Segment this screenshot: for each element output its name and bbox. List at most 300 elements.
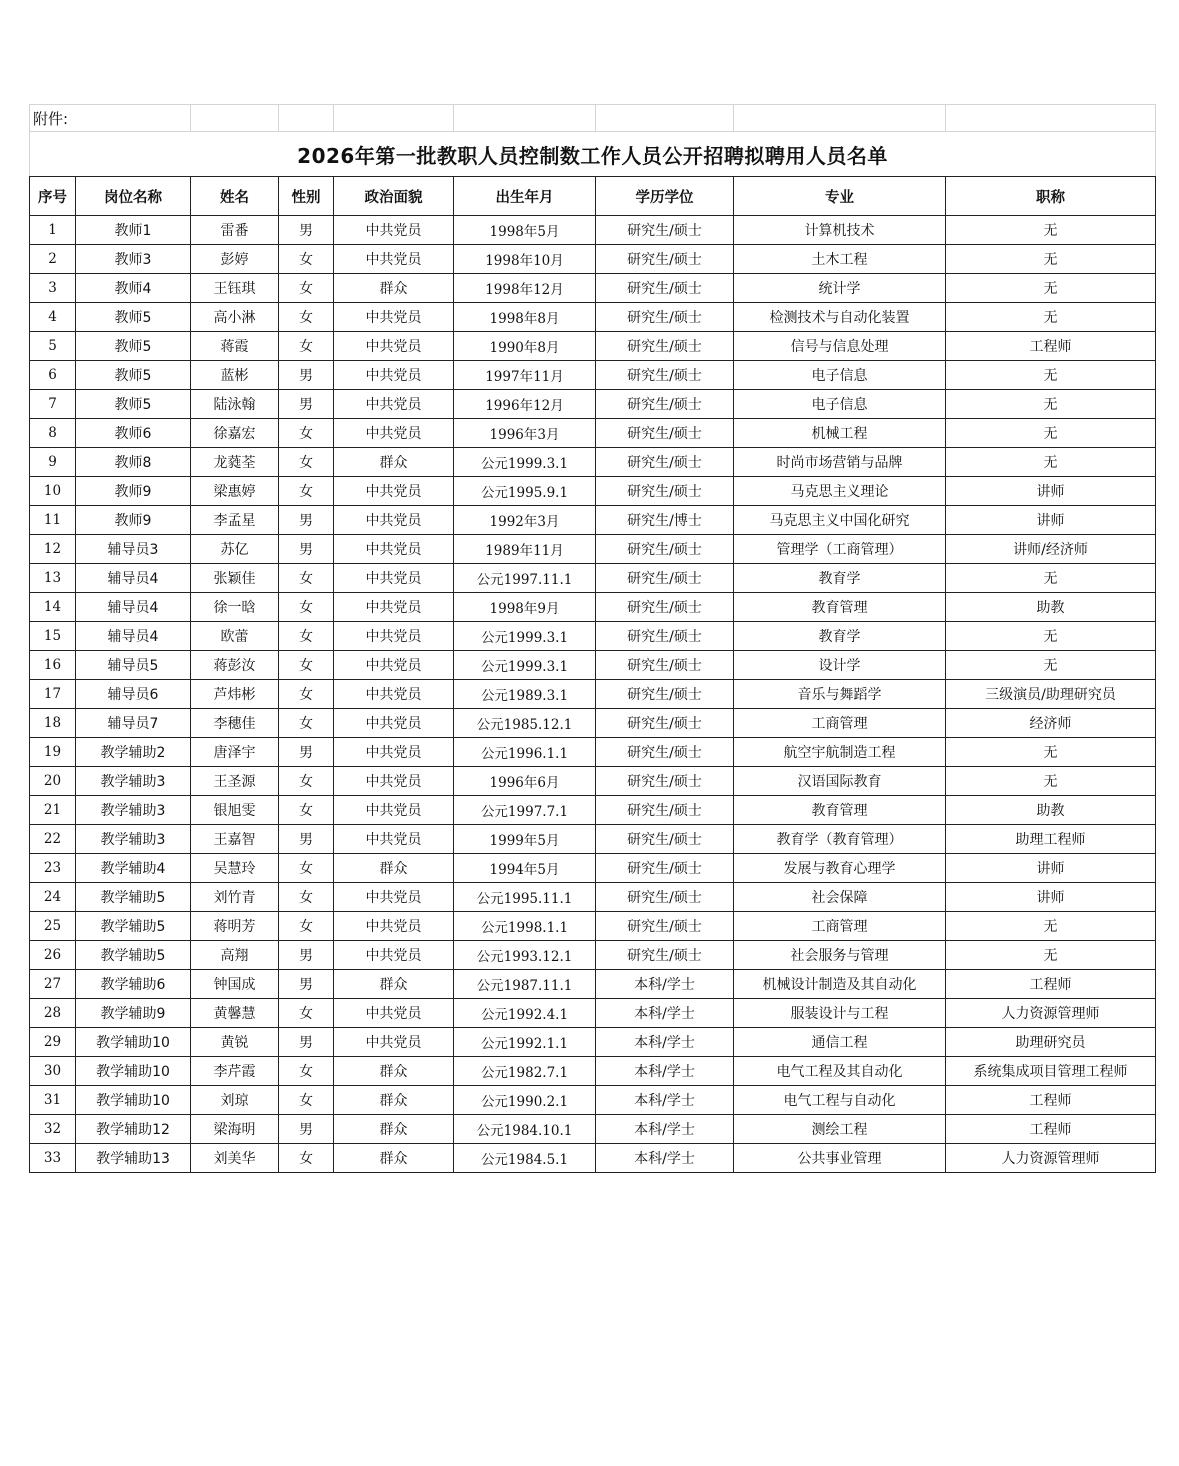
cell-major: 汉语国际教育 xyxy=(734,767,946,796)
cell-title: 无 xyxy=(946,216,1156,245)
cell-gender: 男 xyxy=(279,361,334,390)
annex-row xyxy=(30,105,1156,132)
cell-position: 辅导员3 xyxy=(76,535,191,564)
cell-name: 梁惠婷 xyxy=(191,477,279,506)
cell-title: 经济师 xyxy=(946,709,1156,738)
cell-education: 本科/学士 xyxy=(596,1057,734,1086)
cell-position: 教学辅助12 xyxy=(76,1115,191,1144)
cell-birth-date: 1998年12月 xyxy=(454,274,596,303)
table-row xyxy=(30,622,1156,651)
table-row xyxy=(30,854,1156,883)
cell-index: 1 xyxy=(30,216,76,245)
cell-major: 时尚市场营销与品牌 xyxy=(734,448,946,477)
cell-title: 无 xyxy=(946,274,1156,303)
cell-birth-date: 1992年3月 xyxy=(454,506,596,535)
cell-name: 梁海明 xyxy=(191,1115,279,1144)
cell-birth-date: 公元1985.12.1 xyxy=(454,709,596,738)
cell-gender: 男 xyxy=(279,941,334,970)
annex-label: 附件: xyxy=(30,105,191,132)
cell-gender: 男 xyxy=(279,1028,334,1057)
cell-name: 李穗佳 xyxy=(191,709,279,738)
col-header-position: 岗位名称 xyxy=(76,177,191,216)
cell-index: 9 xyxy=(30,448,76,477)
cell-birth-date: 公元1992.1.1 xyxy=(454,1028,596,1057)
cell-gender: 女 xyxy=(279,854,334,883)
cell-education: 研究生/硕士 xyxy=(596,651,734,680)
cell-birth-date: 公元1999.3.1 xyxy=(454,622,596,651)
cell-major: 音乐与舞蹈学 xyxy=(734,680,946,709)
cell-title: 三级演员/助理研究员 xyxy=(946,680,1156,709)
cell-index: 3 xyxy=(30,274,76,303)
cell-index: 24 xyxy=(30,883,76,912)
cell-birth-date: 1998年10月 xyxy=(454,245,596,274)
cell-birth-date: 1998年9月 xyxy=(454,593,596,622)
cell-gender: 女 xyxy=(279,1086,334,1115)
cell-index: 25 xyxy=(30,912,76,941)
cell-political-status: 中共党员 xyxy=(334,796,454,825)
cell-name: 钟国成 xyxy=(191,970,279,999)
table-row xyxy=(30,593,1156,622)
cell-index: 4 xyxy=(30,303,76,332)
cell-title: 助教 xyxy=(946,593,1156,622)
cell-birth-date: 1998年5月 xyxy=(454,216,596,245)
table-row xyxy=(30,361,1156,390)
cell-birth-date: 公元1999.3.1 xyxy=(454,448,596,477)
cell-index: 30 xyxy=(30,1057,76,1086)
cell-gender: 女 xyxy=(279,274,334,303)
cell-major: 发展与教育心理学 xyxy=(734,854,946,883)
table-row xyxy=(30,1086,1156,1115)
cell-title: 无 xyxy=(946,390,1156,419)
cell-gender: 男 xyxy=(279,390,334,419)
col-header-political-status: 政治面貌 xyxy=(334,177,454,216)
cell-position: 教师9 xyxy=(76,506,191,535)
cell-name: 蓝彬 xyxy=(191,361,279,390)
header-row xyxy=(30,177,1156,216)
cell-position: 教学辅助5 xyxy=(76,883,191,912)
cell-title: 无 xyxy=(946,245,1156,274)
cell-major: 检测技术与自动化装置 xyxy=(734,303,946,332)
cell-position: 教学辅助10 xyxy=(76,1028,191,1057)
cell-index: 26 xyxy=(30,941,76,970)
cell-name: 高翔 xyxy=(191,941,279,970)
cell-gender: 女 xyxy=(279,448,334,477)
cell-name: 黄锐 xyxy=(191,1028,279,1057)
col-header-major: 专业 xyxy=(734,177,946,216)
cell-major: 电子信息 xyxy=(734,361,946,390)
cell-name: 苏亿 xyxy=(191,535,279,564)
cell-birth-date: 公元1996.1.1 xyxy=(454,738,596,767)
cell-birth-date: 公元1997.7.1 xyxy=(454,796,596,825)
cell-index: 21 xyxy=(30,796,76,825)
cell-name: 徐一晗 xyxy=(191,593,279,622)
cell-index: 27 xyxy=(30,970,76,999)
cell-major: 机械工程 xyxy=(734,419,946,448)
cell-name: 王钰琪 xyxy=(191,274,279,303)
cell-index: 29 xyxy=(30,1028,76,1057)
cell-position: 教学辅助5 xyxy=(76,912,191,941)
cell-major: 教育学 xyxy=(734,622,946,651)
cell-gender: 女 xyxy=(279,332,334,361)
cell-major: 工商管理 xyxy=(734,709,946,738)
cell-gender: 女 xyxy=(279,999,334,1028)
cell-index: 23 xyxy=(30,854,76,883)
cell-major: 电气工程及其自动化 xyxy=(734,1057,946,1086)
cell-index: 16 xyxy=(30,651,76,680)
col-header-birth-date: 出生年月 xyxy=(454,177,596,216)
cell-birth-date: 公元1995.11.1 xyxy=(454,883,596,912)
cell-education: 本科/学士 xyxy=(596,1115,734,1144)
cell-title: 无 xyxy=(946,622,1156,651)
cell-index: 20 xyxy=(30,767,76,796)
cell-birth-date: 1996年12月 xyxy=(454,390,596,419)
cell-political-status: 中共党员 xyxy=(334,477,454,506)
cell-title: 工程师 xyxy=(946,332,1156,361)
cell-birth-date: 公元1992.4.1 xyxy=(454,999,596,1028)
cell-major: 电子信息 xyxy=(734,390,946,419)
cell-gender: 女 xyxy=(279,1144,334,1173)
cell-gender: 女 xyxy=(279,564,334,593)
cell-index: 32 xyxy=(30,1115,76,1144)
empty-cell xyxy=(596,105,734,132)
cell-position: 教师6 xyxy=(76,419,191,448)
cell-position: 教学辅助10 xyxy=(76,1057,191,1086)
table-row xyxy=(30,216,1156,245)
cell-political-status: 中共党员 xyxy=(334,680,454,709)
cell-position: 教师9 xyxy=(76,477,191,506)
table-row xyxy=(30,767,1156,796)
cell-name: 王圣源 xyxy=(191,767,279,796)
cell-position: 教学辅助9 xyxy=(76,999,191,1028)
cell-title: 无 xyxy=(946,941,1156,970)
cell-gender: 女 xyxy=(279,419,334,448)
cell-birth-date: 1996年6月 xyxy=(454,767,596,796)
cell-name: 银旭雯 xyxy=(191,796,279,825)
cell-major: 教育管理 xyxy=(734,593,946,622)
cell-education: 研究生/硕士 xyxy=(596,941,734,970)
cell-name: 李芹霞 xyxy=(191,1057,279,1086)
cell-political-status: 中共党员 xyxy=(334,651,454,680)
cell-birth-date: 公元1987.11.1 xyxy=(454,970,596,999)
cell-index: 22 xyxy=(30,825,76,854)
cell-political-status: 中共党员 xyxy=(334,390,454,419)
cell-major: 社会保障 xyxy=(734,883,946,912)
cell-index: 12 xyxy=(30,535,76,564)
empty-cell xyxy=(279,105,334,132)
table-body xyxy=(30,105,1156,1173)
cell-index: 14 xyxy=(30,593,76,622)
cell-education: 研究生/硕士 xyxy=(596,535,734,564)
table-row xyxy=(30,680,1156,709)
cell-major: 管理学（工商管理） xyxy=(734,535,946,564)
cell-major: 测绘工程 xyxy=(734,1115,946,1144)
cell-title: 讲师 xyxy=(946,506,1156,535)
cell-position: 教学辅助3 xyxy=(76,796,191,825)
cell-gender: 男 xyxy=(279,970,334,999)
cell-education: 研究生/硕士 xyxy=(596,912,734,941)
col-header-title: 职称 xyxy=(946,177,1156,216)
table-row xyxy=(30,419,1156,448)
cell-birth-date: 公元1984.5.1 xyxy=(454,1144,596,1173)
table-row xyxy=(30,1057,1156,1086)
cell-title: 工程师 xyxy=(946,1086,1156,1115)
cell-education: 研究生/硕士 xyxy=(596,622,734,651)
cell-birth-date: 公元1999.3.1 xyxy=(454,651,596,680)
cell-education: 本科/学士 xyxy=(596,970,734,999)
cell-political-status: 中共党员 xyxy=(334,593,454,622)
col-header-name: 姓名 xyxy=(191,177,279,216)
cell-index: 28 xyxy=(30,999,76,1028)
cell-major: 工商管理 xyxy=(734,912,946,941)
cell-political-status: 中共党员 xyxy=(334,912,454,941)
cell-political-status: 群众 xyxy=(334,970,454,999)
col-header-index: 序号 xyxy=(30,177,76,216)
cell-gender: 女 xyxy=(279,883,334,912)
cell-political-status: 中共党员 xyxy=(334,709,454,738)
cell-education: 研究生/硕士 xyxy=(596,564,734,593)
empty-cell xyxy=(946,105,1156,132)
cell-position: 教学辅助4 xyxy=(76,854,191,883)
cell-birth-date: 公元1982.7.1 xyxy=(454,1057,596,1086)
cell-name: 高小淋 xyxy=(191,303,279,332)
cell-title: 讲师 xyxy=(946,883,1156,912)
table-row xyxy=(30,999,1156,1028)
cell-position: 教学辅助13 xyxy=(76,1144,191,1173)
cell-name: 徐嘉宏 xyxy=(191,419,279,448)
cell-political-status: 中共党员 xyxy=(334,535,454,564)
cell-major: 机械设计制造及其自动化 xyxy=(734,970,946,999)
cell-title: 工程师 xyxy=(946,1115,1156,1144)
empty-cell xyxy=(454,105,596,132)
cell-name: 彭婷 xyxy=(191,245,279,274)
cell-political-status: 中共党员 xyxy=(334,622,454,651)
cell-major: 教育管理 xyxy=(734,796,946,825)
table-row xyxy=(30,825,1156,854)
cell-political-status: 群众 xyxy=(334,1115,454,1144)
cell-education: 研究生/硕士 xyxy=(596,303,734,332)
document-title: 2026年第一批教职人员控制数工作人员公开招聘拟聘用人员名单 xyxy=(30,132,1156,177)
cell-title: 无 xyxy=(946,651,1156,680)
cell-position: 教师8 xyxy=(76,448,191,477)
cell-title: 无 xyxy=(946,303,1156,332)
table-row xyxy=(30,303,1156,332)
cell-education: 研究生/硕士 xyxy=(596,274,734,303)
cell-major: 航空宇航制造工程 xyxy=(734,738,946,767)
cell-birth-date: 公元1984.10.1 xyxy=(454,1115,596,1144)
cell-gender: 女 xyxy=(279,1057,334,1086)
table-row xyxy=(30,506,1156,535)
cell-gender: 女 xyxy=(279,709,334,738)
cell-position: 教学辅助6 xyxy=(76,970,191,999)
cell-education: 研究生/硕士 xyxy=(596,825,734,854)
cell-education: 研究生/硕士 xyxy=(596,477,734,506)
cell-political-status: 群众 xyxy=(334,1057,454,1086)
cell-gender: 女 xyxy=(279,680,334,709)
table-row xyxy=(30,738,1156,767)
cell-index: 31 xyxy=(30,1086,76,1115)
cell-major: 统计学 xyxy=(734,274,946,303)
cell-education: 研究生/硕士 xyxy=(596,854,734,883)
cell-education: 研究生/硕士 xyxy=(596,796,734,825)
cell-gender: 女 xyxy=(279,767,334,796)
cell-position: 辅导员5 xyxy=(76,651,191,680)
cell-birth-date: 公元1990.2.1 xyxy=(454,1086,596,1115)
cell-index: 13 xyxy=(30,564,76,593)
cell-gender: 女 xyxy=(279,912,334,941)
cell-name: 刘美华 xyxy=(191,1144,279,1173)
table-row xyxy=(30,564,1156,593)
cell-political-status: 中共党员 xyxy=(334,738,454,767)
cell-gender: 男 xyxy=(279,1115,334,1144)
cell-political-status: 群众 xyxy=(334,1086,454,1115)
cell-position: 教学辅助5 xyxy=(76,941,191,970)
cell-gender: 男 xyxy=(279,506,334,535)
empty-cell xyxy=(191,105,279,132)
cell-political-status: 中共党员 xyxy=(334,767,454,796)
cell-title: 工程师 xyxy=(946,970,1156,999)
cell-major: 通信工程 xyxy=(734,1028,946,1057)
table-row xyxy=(30,448,1156,477)
cell-major: 马克思主义中国化研究 xyxy=(734,506,946,535)
cell-education: 研究生/硕士 xyxy=(596,419,734,448)
cell-education: 本科/学士 xyxy=(596,1028,734,1057)
cell-name: 刘琼 xyxy=(191,1086,279,1115)
cell-education: 本科/学士 xyxy=(596,999,734,1028)
cell-education: 研究生/硕士 xyxy=(596,767,734,796)
cell-position: 辅导员4 xyxy=(76,564,191,593)
cell-education: 研究生/硕士 xyxy=(596,593,734,622)
cell-title: 助教 xyxy=(946,796,1156,825)
cell-title: 讲师 xyxy=(946,854,1156,883)
cell-name: 蒋霞 xyxy=(191,332,279,361)
cell-name: 刘竹青 xyxy=(191,883,279,912)
cell-education: 研究生/硕士 xyxy=(596,709,734,738)
cell-birth-date: 公元1998.1.1 xyxy=(454,912,596,941)
cell-position: 教师5 xyxy=(76,390,191,419)
cell-index: 33 xyxy=(30,1144,76,1173)
cell-education: 研究生/硕士 xyxy=(596,245,734,274)
cell-index: 10 xyxy=(30,477,76,506)
cell-position: 教师1 xyxy=(76,216,191,245)
cell-name: 吴慧玲 xyxy=(191,854,279,883)
cell-index: 11 xyxy=(30,506,76,535)
cell-birth-date: 公元1995.9.1 xyxy=(454,477,596,506)
cell-gender: 男 xyxy=(279,216,334,245)
cell-position: 辅导员7 xyxy=(76,709,191,738)
cell-major: 服装设计与工程 xyxy=(734,999,946,1028)
cell-birth-date: 公元1993.12.1 xyxy=(454,941,596,970)
cell-name: 唐泽宇 xyxy=(191,738,279,767)
cell-political-status: 中共党员 xyxy=(334,941,454,970)
cell-political-status: 中共党员 xyxy=(334,245,454,274)
cell-title: 助理研究员 xyxy=(946,1028,1156,1057)
cell-position: 辅导员6 xyxy=(76,680,191,709)
cell-major: 教育学 xyxy=(734,564,946,593)
cell-position: 教师3 xyxy=(76,245,191,274)
cell-political-status: 群众 xyxy=(334,448,454,477)
cell-title: 讲师/经济师 xyxy=(946,535,1156,564)
cell-name: 雷番 xyxy=(191,216,279,245)
cell-education: 研究生/硕士 xyxy=(596,448,734,477)
col-header-gender: 性别 xyxy=(279,177,334,216)
cell-name: 芦炜彬 xyxy=(191,680,279,709)
cell-index: 7 xyxy=(30,390,76,419)
cell-position: 辅导员4 xyxy=(76,593,191,622)
table-row xyxy=(30,651,1156,680)
cell-birth-date: 1989年11月 xyxy=(454,535,596,564)
cell-position: 教学辅助2 xyxy=(76,738,191,767)
cell-title: 助理工程师 xyxy=(946,825,1156,854)
cell-major: 设计学 xyxy=(734,651,946,680)
cell-index: 19 xyxy=(30,738,76,767)
cell-education: 本科/学士 xyxy=(596,1144,734,1173)
cell-political-status: 群众 xyxy=(334,274,454,303)
cell-name: 欧蕾 xyxy=(191,622,279,651)
cell-education: 研究生/博士 xyxy=(596,506,734,535)
cell-birth-date: 1996年3月 xyxy=(454,419,596,448)
table-row xyxy=(30,883,1156,912)
cell-major: 信号与信息处理 xyxy=(734,332,946,361)
cell-index: 6 xyxy=(30,361,76,390)
cell-title: 讲师 xyxy=(946,477,1156,506)
empty-cell xyxy=(734,105,946,132)
cell-position: 教师5 xyxy=(76,332,191,361)
cell-position: 辅导员4 xyxy=(76,622,191,651)
table-row xyxy=(30,970,1156,999)
cell-name: 李孟星 xyxy=(191,506,279,535)
table-row xyxy=(30,332,1156,361)
cell-name: 蒋彭汝 xyxy=(191,651,279,680)
cell-education: 研究生/硕士 xyxy=(596,216,734,245)
cell-education: 研究生/硕士 xyxy=(596,361,734,390)
cell-political-status: 中共党员 xyxy=(334,216,454,245)
cell-gender: 男 xyxy=(279,825,334,854)
cell-gender: 男 xyxy=(279,535,334,564)
cell-position: 教师4 xyxy=(76,274,191,303)
cell-major: 教育学（教育管理） xyxy=(734,825,946,854)
table-row xyxy=(30,796,1156,825)
cell-birth-date: 公元1997.11.1 xyxy=(454,564,596,593)
cell-name: 蒋明芳 xyxy=(191,912,279,941)
personnel-table xyxy=(29,104,1156,1173)
cell-index: 18 xyxy=(30,709,76,738)
cell-political-status: 中共党员 xyxy=(334,506,454,535)
cell-political-status: 中共党员 xyxy=(334,361,454,390)
cell-name: 陆泳翰 xyxy=(191,390,279,419)
cell-birth-date: 1990年8月 xyxy=(454,332,596,361)
cell-gender: 女 xyxy=(279,593,334,622)
cell-title: 人力资源管理师 xyxy=(946,999,1156,1028)
table-row xyxy=(30,912,1156,941)
cell-education: 研究生/硕士 xyxy=(596,738,734,767)
table-row xyxy=(30,709,1156,738)
cell-birth-date: 1998年8月 xyxy=(454,303,596,332)
cell-major: 土木工程 xyxy=(734,245,946,274)
cell-title: 无 xyxy=(946,361,1156,390)
cell-index: 5 xyxy=(30,332,76,361)
cell-name: 龙蕤荃 xyxy=(191,448,279,477)
cell-major: 公共事业管理 xyxy=(734,1144,946,1173)
cell-name: 黄馨慧 xyxy=(191,999,279,1028)
cell-position: 教学辅助3 xyxy=(76,767,191,796)
cell-title: 无 xyxy=(946,419,1156,448)
cell-birth-date: 公元1989.3.1 xyxy=(454,680,596,709)
cell-index: 15 xyxy=(30,622,76,651)
cell-title: 无 xyxy=(946,564,1156,593)
cell-name: 张颖佳 xyxy=(191,564,279,593)
empty-cell xyxy=(334,105,454,132)
table-row xyxy=(30,535,1156,564)
